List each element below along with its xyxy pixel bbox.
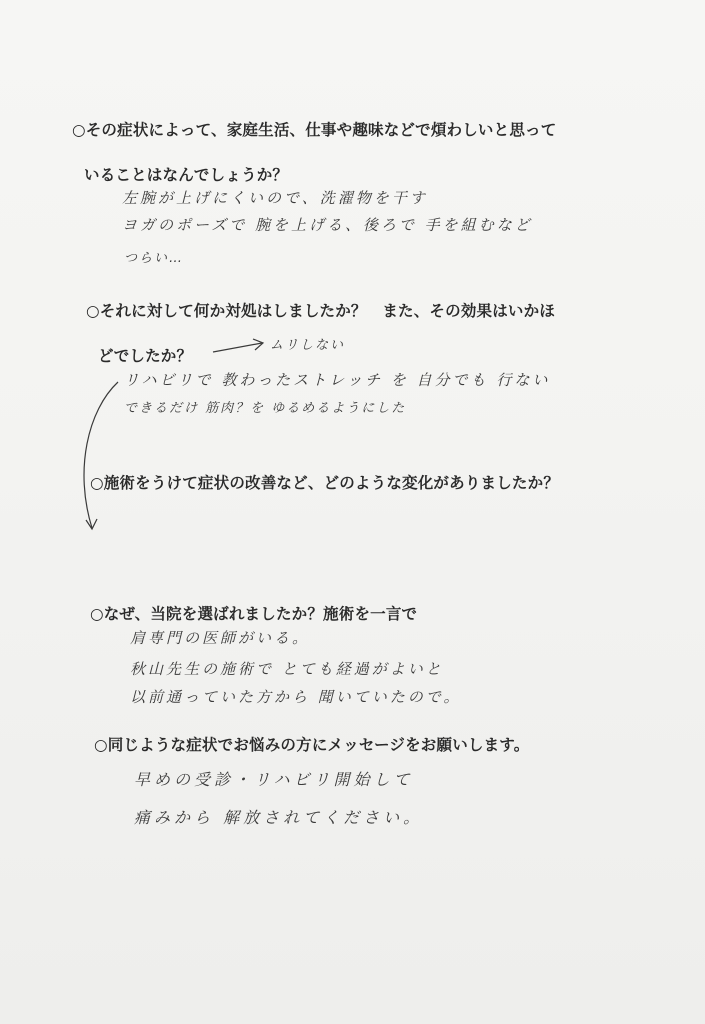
question-1-line-2: いることはなんでしょうか？ xyxy=(84,166,289,184)
answer-2-arrow-note: ムリしない xyxy=(270,338,346,353)
question-2-line-1: ○それに対して何か対処はしましたか？ また、その効果はいかほ xyxy=(86,302,556,320)
curved-arrow-icon xyxy=(84,382,118,528)
question-1-line-1: ○その症状によって、家庭生活、仕事や趣味などで煩わしいと思って xyxy=(72,121,557,139)
question-2-line-2: どでしたか？ xyxy=(98,347,193,365)
answer-1-line-1: 左腕が上げにくいので、洗濯物を干す xyxy=(122,189,428,207)
answer-4-line-1: 肩専門の医師がいる。 xyxy=(130,629,311,647)
answer-2-line-1: リハビリで 教わったストレッチ を 自分でも 行ない xyxy=(124,371,551,389)
question-3-line-1: ○施術をうけて症状の改善など、どのような変化がありましたか？ xyxy=(90,474,560,492)
question-5-line-1: ○同じような症状でお悩みの方にメッセージをお願いします。 xyxy=(94,736,530,754)
answer-4-line-2: 秋山先生の施術で とても経過がよいと xyxy=(130,660,444,678)
answer-1-line-2: ヨガのポーズで 腕を上げる、後ろで 手を組むなど xyxy=(122,216,533,234)
answer-5-line-2: 痛みから 解放されてください。 xyxy=(134,808,424,827)
answer-2-line-2: できるだけ 筋肉？を ゆるめるようにした xyxy=(124,401,407,416)
answer-1-line-3: つらい… xyxy=(124,251,185,266)
answer-5-line-1: 早めの受診・リハビリ開始して xyxy=(134,770,414,789)
arrow-to-note-icon xyxy=(213,343,262,352)
question-4-line-1: ○なぜ、当院を選ばれましたか？施術を一言で xyxy=(90,605,418,623)
answer-4-line-3: 以前通っていた方から 聞いていたので。 xyxy=(130,688,462,706)
